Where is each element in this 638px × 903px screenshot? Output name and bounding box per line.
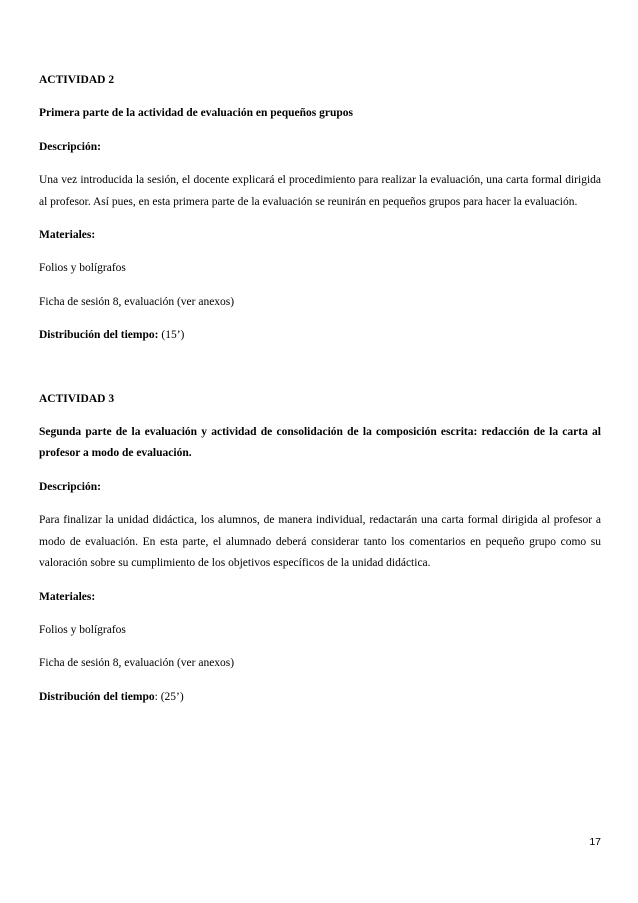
activity-2-title: Primera parte de la actividad de evaluación en pequeños grupos xyxy=(39,107,354,120)
activity-3-materials-label: Materiales: xyxy=(39,590,96,603)
activity-2-materials-label: Materiales: xyxy=(39,229,96,242)
page-content xyxy=(39,70,601,720)
section-gap xyxy=(39,359,601,389)
activity-3-description-label: Descripción: xyxy=(39,480,101,493)
page-number: 17 xyxy=(589,836,601,848)
activity-2-description-text: Una vez introducida la sesión, el docente explicará el procedimiento para realizar la evaluación, una carta formal dirigida al profesor. Así pues, en esta primera parte de la evaluación se reunirán en pequeños grupos para hacer la evaluación. xyxy=(39,174,601,208)
activity-3-material-item: Ficha de sesión 8, evaluación (ver anexos) xyxy=(39,657,235,670)
activity-3-description-text: Para finalizar la unidad didáctica, los alumnos, de manera individual, redactarán una carta formal dirigida al profesor a modo de evaluación. En esta parte, el alumnado deberá considerar tanto los comentarios en pequeño grupo como su valoración sobre su cumplimiento de los objetivos específicos de la unidad didáctica. xyxy=(39,514,601,570)
activity-3-material-item: Folios y bolígrafos xyxy=(39,623,126,636)
activity-3-title: Segunda parte de la evaluación y actividad de consolidación de la composición escrita: redacción de la carta al profesor a modo de evaluación. xyxy=(39,426,601,460)
activity-2-material-item: Folios y bolígrafos xyxy=(39,262,126,275)
activity-2-time-label: Distribución del tiempo: xyxy=(39,329,159,342)
activity-3-heading: ACTIVIDAD 3 xyxy=(39,392,115,405)
activity-3-time-value: : (25’) xyxy=(154,690,184,703)
activity-2-time xyxy=(39,325,601,346)
activity-3-time xyxy=(39,687,601,708)
activity-2-heading: ACTIVIDAD 2 xyxy=(39,74,115,86)
activity-2-time-value: (15’) xyxy=(158,329,185,342)
activity-3-time-label: Distribución del tiempo xyxy=(39,690,155,703)
activity-2-material-item: Ficha de sesión 8, evaluación (ver anexos) xyxy=(39,295,235,308)
activity-2-description-label: Descripción: xyxy=(39,140,101,153)
